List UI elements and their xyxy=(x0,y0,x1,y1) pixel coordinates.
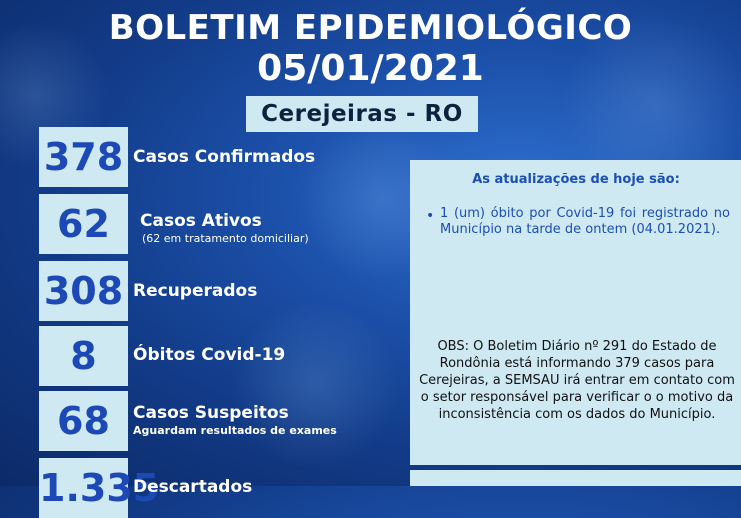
discarded-label: Descartados xyxy=(133,477,253,497)
recovered-count: 308 xyxy=(39,261,128,321)
location-badge: Cerejeiras - RO xyxy=(246,96,478,132)
deaths-count: 8 xyxy=(39,326,128,386)
active-sub: (62 em tratamento domiciliar) xyxy=(142,232,309,245)
discarded-count: 1.335 xyxy=(39,458,128,518)
obs-note: OBS: O Boletim Diário nº 291 do Estado de Rondônia está informando 379 casos para Cerejeiras, a SEMSAU irá entrar em contato com o setor responsável para verificar o o motivo da inconsistência com os dados do Município. xyxy=(419,339,735,422)
panel-footer-strip xyxy=(410,470,741,486)
suspected-label: Casos Suspeitos xyxy=(133,403,289,423)
bullet-icon: • xyxy=(426,208,435,224)
suspected-count: 68 xyxy=(39,391,128,451)
updates-title: As atualizações de hoje são: xyxy=(472,172,680,187)
confirmed-label: Casos Confirmados xyxy=(133,147,316,167)
virus-decoration xyxy=(230,300,400,470)
deaths-label: Óbitos Covid-19 xyxy=(133,345,286,365)
recovered-label: Recuperados xyxy=(133,281,258,301)
update-item: 1 (um) óbito por Covid-19 foi registrado no Município na tarde de ontem (04.01.2021). xyxy=(440,206,730,237)
bulletin-date: 05/01/2021 xyxy=(257,48,484,89)
updates-panel xyxy=(410,160,741,465)
confirmed-count: 378 xyxy=(39,127,128,187)
bulletin-title: BOLETIM EPIDEMIOLÓGICO xyxy=(108,8,633,48)
active-count: 62 xyxy=(39,194,128,254)
suspected-sub: Aguardam resultados de exames xyxy=(133,424,337,437)
active-label: Casos Ativos xyxy=(140,211,262,231)
